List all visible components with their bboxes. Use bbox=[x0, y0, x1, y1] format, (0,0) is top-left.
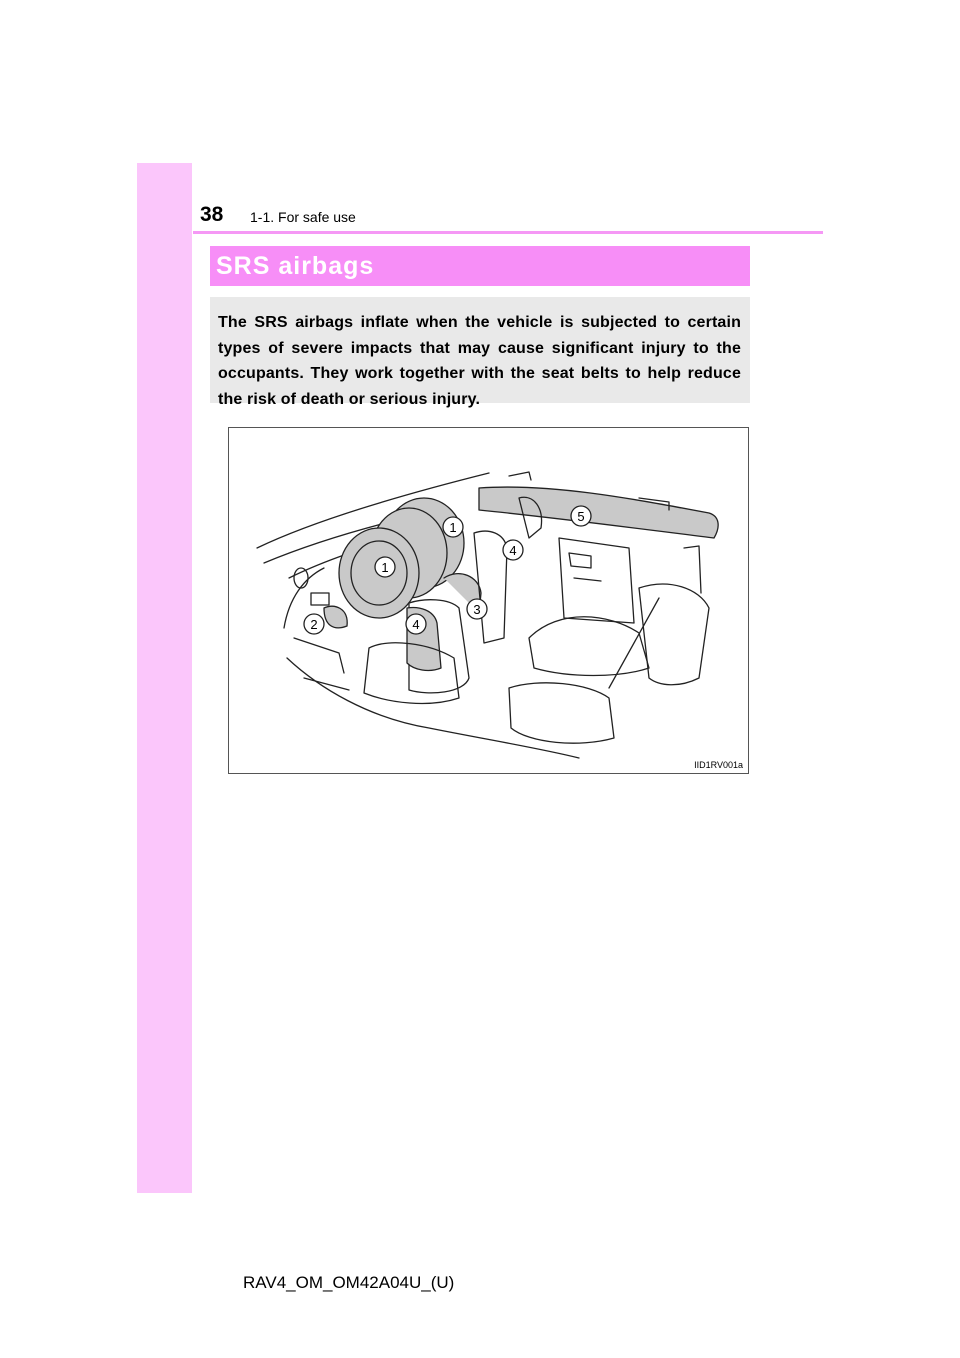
summary-text: The SRS airbags inflate when the vehicle is subjected to certain types of severe impacts that may cause significant injury to the occupants. They work together with the seat belts to help reduce the risk of death or serious injury. bbox=[218, 314, 741, 408]
grab-handle-front bbox=[509, 472, 531, 480]
page-number: 38 bbox=[200, 203, 224, 226]
curtain-airbag bbox=[479, 487, 718, 538]
sidebar-strip bbox=[137, 163, 192, 1193]
car-interior-drawing bbox=[229, 428, 748, 773]
header-rule bbox=[193, 231, 823, 234]
footer-doc-id: RAV4_OM_OM42A04U_(U) bbox=[243, 1273, 455, 1292]
rear-seat-cushion bbox=[529, 617, 649, 676]
seat-belt bbox=[609, 598, 659, 688]
callout-label: 5 bbox=[577, 509, 585, 524]
section-title: 1-1. For safe use bbox=[250, 209, 356, 225]
door-handle bbox=[569, 553, 591, 568]
summary-box bbox=[210, 297, 750, 408]
floor-line bbox=[287, 658, 579, 758]
airbag-illustration bbox=[228, 427, 749, 774]
figure-code: IID1RV001a bbox=[694, 760, 743, 770]
page-title: SRS airbags bbox=[216, 252, 375, 280]
console-panel bbox=[311, 593, 329, 605]
door-trim bbox=[574, 578, 601, 581]
title-bar bbox=[210, 246, 750, 286]
vent-icon bbox=[294, 568, 308, 588]
callout-label: 3 bbox=[473, 602, 481, 617]
callout-label: 1 bbox=[449, 520, 457, 535]
seat-headrest-pillar bbox=[474, 531, 507, 643]
rear-floor-seat bbox=[509, 683, 614, 743]
rear-seat-back bbox=[639, 584, 709, 685]
rear-headrest bbox=[684, 546, 701, 593]
knee-airbag bbox=[324, 606, 347, 628]
callout-label: 2 bbox=[310, 617, 318, 632]
callout-label: 4 bbox=[509, 543, 517, 558]
lower-dash bbox=[294, 638, 344, 673]
callout-label: 1 bbox=[381, 560, 389, 575]
callout-label: 4 bbox=[412, 617, 420, 632]
